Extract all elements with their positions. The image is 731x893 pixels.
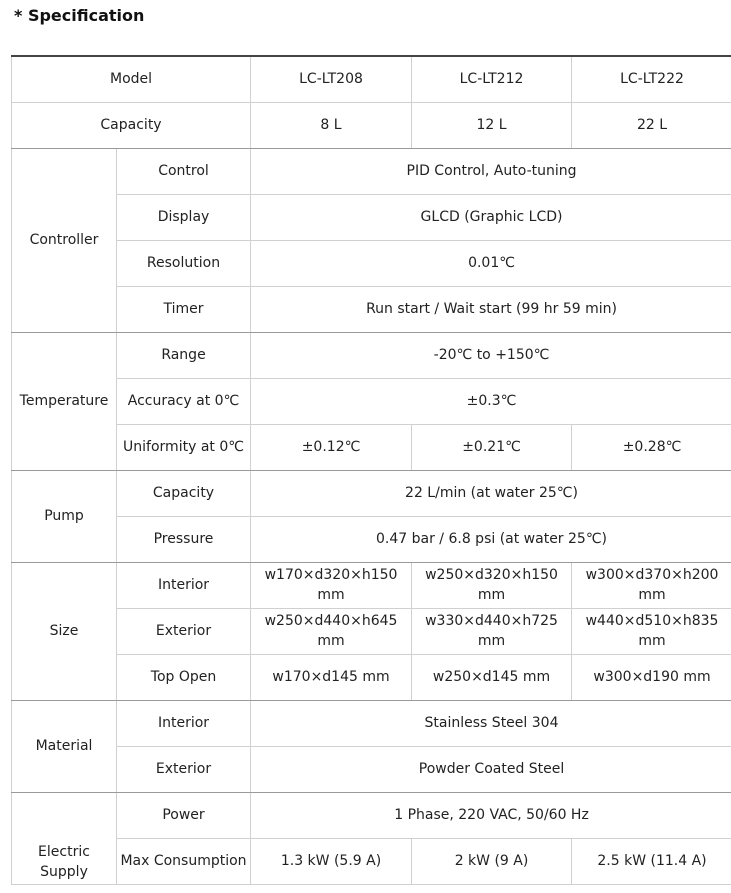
table-row-timer xyxy=(12,286,731,332)
pressure-value: 0.47 bar / 6.8 psi (at water 25℃) xyxy=(251,516,731,562)
uniformity-label: Uniformity at 0℃ xyxy=(117,424,251,470)
max-consumption-label: Max Consumption xyxy=(117,838,251,884)
control-label: Control xyxy=(117,148,251,194)
pump-group-label: Pump xyxy=(12,470,117,562)
size-group-label: Size xyxy=(12,562,117,700)
page-title: * Specification xyxy=(14,6,145,25)
capacity-label: Capacity xyxy=(12,102,251,148)
specification-table xyxy=(11,55,731,885)
temperature-group-label: Temperature xyxy=(12,332,117,470)
table-row-size-interior xyxy=(12,562,731,608)
control-value: PID Control, Auto-tuning xyxy=(251,148,731,194)
table-row-pressure xyxy=(12,516,731,562)
capacity-value: 8 L xyxy=(251,102,412,148)
uniformity-value: ±0.28℃ xyxy=(572,424,731,470)
max-consumption-value: 2 kW (9 A) xyxy=(412,838,572,884)
table-row-power xyxy=(12,792,731,838)
size-interior-value: w250×d320×h150 mm xyxy=(412,562,572,608)
table-row-pump-capacity xyxy=(12,470,731,516)
uniformity-value: ±0.21℃ xyxy=(412,424,572,470)
accuracy-value: ±0.3℃ xyxy=(251,378,731,424)
size-exterior-value: w440×d510×h835 mm xyxy=(572,608,731,654)
range-label: Range xyxy=(117,332,251,378)
pump-capacity-label: Capacity xyxy=(117,470,251,516)
table-row-max-consumption xyxy=(12,838,731,884)
pressure-label: Pressure xyxy=(117,516,251,562)
max-consumption-value: 2.5 kW (11.4 A) xyxy=(572,838,731,884)
size-interior-value: w170×d320×h150 mm xyxy=(251,562,412,608)
pump-capacity-value: 22 L/min (at water 25℃) xyxy=(251,470,731,516)
table-row-top-open xyxy=(12,654,731,700)
power-value: 1 Phase, 220 VAC, 50/60 Hz xyxy=(251,792,731,838)
table-row-uniformity xyxy=(12,424,731,470)
table-row-capacity xyxy=(12,102,731,148)
size-interior-value: w300×d370×h200 mm xyxy=(572,562,731,608)
table-row-control xyxy=(12,148,731,194)
power-label: Power xyxy=(117,792,251,838)
model-name: LC-LT212 xyxy=(412,56,572,102)
controller-group-label: Controller xyxy=(12,148,117,332)
range-value: -20℃ to +150℃ xyxy=(251,332,731,378)
size-interior-label: Interior xyxy=(117,562,251,608)
resolution-label: Resolution xyxy=(117,240,251,286)
table-row-resolution xyxy=(12,240,731,286)
material-group-label: Material xyxy=(12,700,117,792)
material-exterior-value: Powder Coated Steel xyxy=(251,746,731,792)
table-row-display xyxy=(12,194,731,240)
table-row-range xyxy=(12,332,731,378)
material-interior-value: Stainless Steel 304 xyxy=(251,700,731,746)
model-label: Model xyxy=(12,56,251,102)
timer-label: Timer xyxy=(117,286,251,332)
size-exterior-label: Exterior xyxy=(117,608,251,654)
table-row-accuracy xyxy=(12,378,731,424)
resolution-value: 0.01℃ xyxy=(251,240,731,286)
model-name: LC-LT208 xyxy=(251,56,412,102)
max-consumption-value: 1.3 kW (5.9 A) xyxy=(251,838,412,884)
table-row-material-exterior xyxy=(12,746,731,792)
top-open-value: w300×d190 mm xyxy=(572,654,731,700)
material-interior-label: Interior xyxy=(117,700,251,746)
capacity-value: 12 L xyxy=(412,102,572,148)
model-name: LC-LT222 xyxy=(572,56,731,102)
display-value: GLCD (Graphic LCD) xyxy=(251,194,731,240)
top-open-value: w170×d145 mm xyxy=(251,654,412,700)
top-open-value: w250×d145 mm xyxy=(412,654,572,700)
size-exterior-value: w250×d440×h645 mm xyxy=(251,608,412,654)
table-row-model xyxy=(12,56,731,102)
display-label: Display xyxy=(117,194,251,240)
material-exterior-label: Exterior xyxy=(117,746,251,792)
uniformity-value: ±0.12℃ xyxy=(251,424,412,470)
table-row-size-exterior xyxy=(12,608,731,654)
top-open-label: Top Open xyxy=(117,654,251,700)
timer-value: Run start / Wait start (99 hr 59 min) xyxy=(251,286,731,332)
size-exterior-value: w330×d440×h725 mm xyxy=(412,608,572,654)
table-row-material-interior xyxy=(12,700,731,746)
electric-group-label: Electric Supply xyxy=(12,792,117,884)
capacity-value: 22 L xyxy=(572,102,731,148)
accuracy-label: Accuracy at 0℃ xyxy=(117,378,251,424)
